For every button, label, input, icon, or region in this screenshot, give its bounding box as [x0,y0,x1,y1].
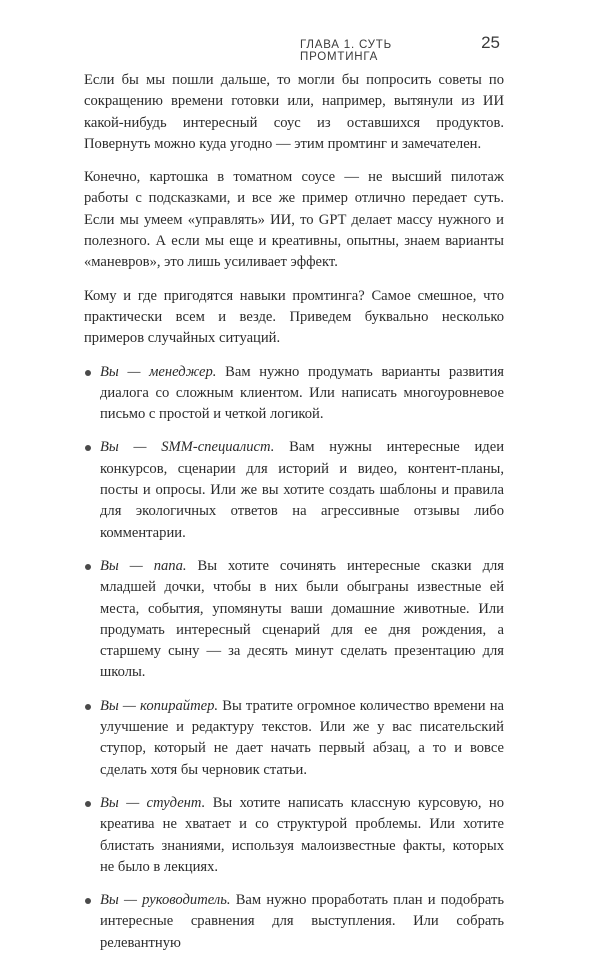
item-text: Вы хотите сочинять интересные сказки для младшей дочки, чтобы в них были обыграны известные ей места, события, упомянуты ваши домашние животные. Или продумать интересный сценарий для ее дня рождения, а старшему сыну — за десять минут сделать презентацию для школы. [100,557,504,681]
item-text: Вы хотите написать классную курсовую, но креатива не хватает и со структурой проблемы. Или хотите блистать знаниями, используя малоизвестные факты, которых не было в лекциях. [100,794,504,875]
item-role: Вы — студент. [100,794,206,811]
chapter-title: ГЛАВА 1. СУТЬ ПРОМТИНГА [300,39,392,63]
list-item [84,890,504,954]
item-text: Вам нужны интересные идеи конкурсов, сценарии для историй и видео, контент-планы, посты и опросы. Или же вы хотите создать шаблоны и правила для экологичных ответов на агрессивные отзывы либо комментарии. [100,439,505,541]
item-text: Вы тратите огромное количество времени на улучшение и редактуру текстов. Или же у вас писательский ступор, который не дает начать первый абзац, а то и вовсе сделать хотя бы черновик статьи. [100,697,504,778]
bullet-icon [85,564,91,570]
bullet-icon [85,370,91,376]
item-text: Вам нужно проработать план и подобрать интересные сравнения для выступления. Или собрать релевантную [100,892,504,951]
list-item [84,362,504,426]
item-role: Вы — SMM-специалист. [100,439,275,456]
page-number: 25 [481,33,500,52]
item-role: Вы — копирайтер. [100,697,219,714]
paragraph: Если бы мы пошли дальше, то могли бы попросить советы по сокращению времени готовки или, например, вытянули из ИИ какой-нибудь интересный соус из оставшихся продуктов. Повернуть можно куда угодно — этим промтинг и замечателен. [84,72,504,152]
bullet-icon [85,445,91,451]
list-item [84,556,504,684]
page-body [84,70,504,966]
paragraph: Конечно, картошка в томатном соусе — не высший пилотаж работы с подсказками, и все же пример отлично передает суть. Если мы умеем «управлять» ИИ, то GPT делает массу нужного и полезного. А если мы еще и креативны, опытны, знаем варианты «маневров», это лишь усиливает эффект. [84,169,504,271]
running-head [300,33,500,63]
paragraph: Кому и где пригодятся навыки промтинга? Самое смешное, что практически всем и везде. Приведем буквально несколько примеров случайных ситуаций. [84,287,504,347]
item-role: Вы — руководитель. [100,892,231,909]
list-item [84,696,504,781]
bullet-icon [85,801,91,807]
bullet-icon [85,704,91,710]
item-role: Вы — папа. [100,557,187,574]
example-list [84,362,504,954]
item-role: Вы — менеджер. [100,363,217,380]
item-text: Вам нужно продумать варианты развития диалога со сложным клиентом. Или написать многоуровневое письмо с простой и четкой логикой. [100,363,505,423]
list-item [84,793,504,878]
bullet-icon [85,898,91,904]
list-item [84,437,504,543]
